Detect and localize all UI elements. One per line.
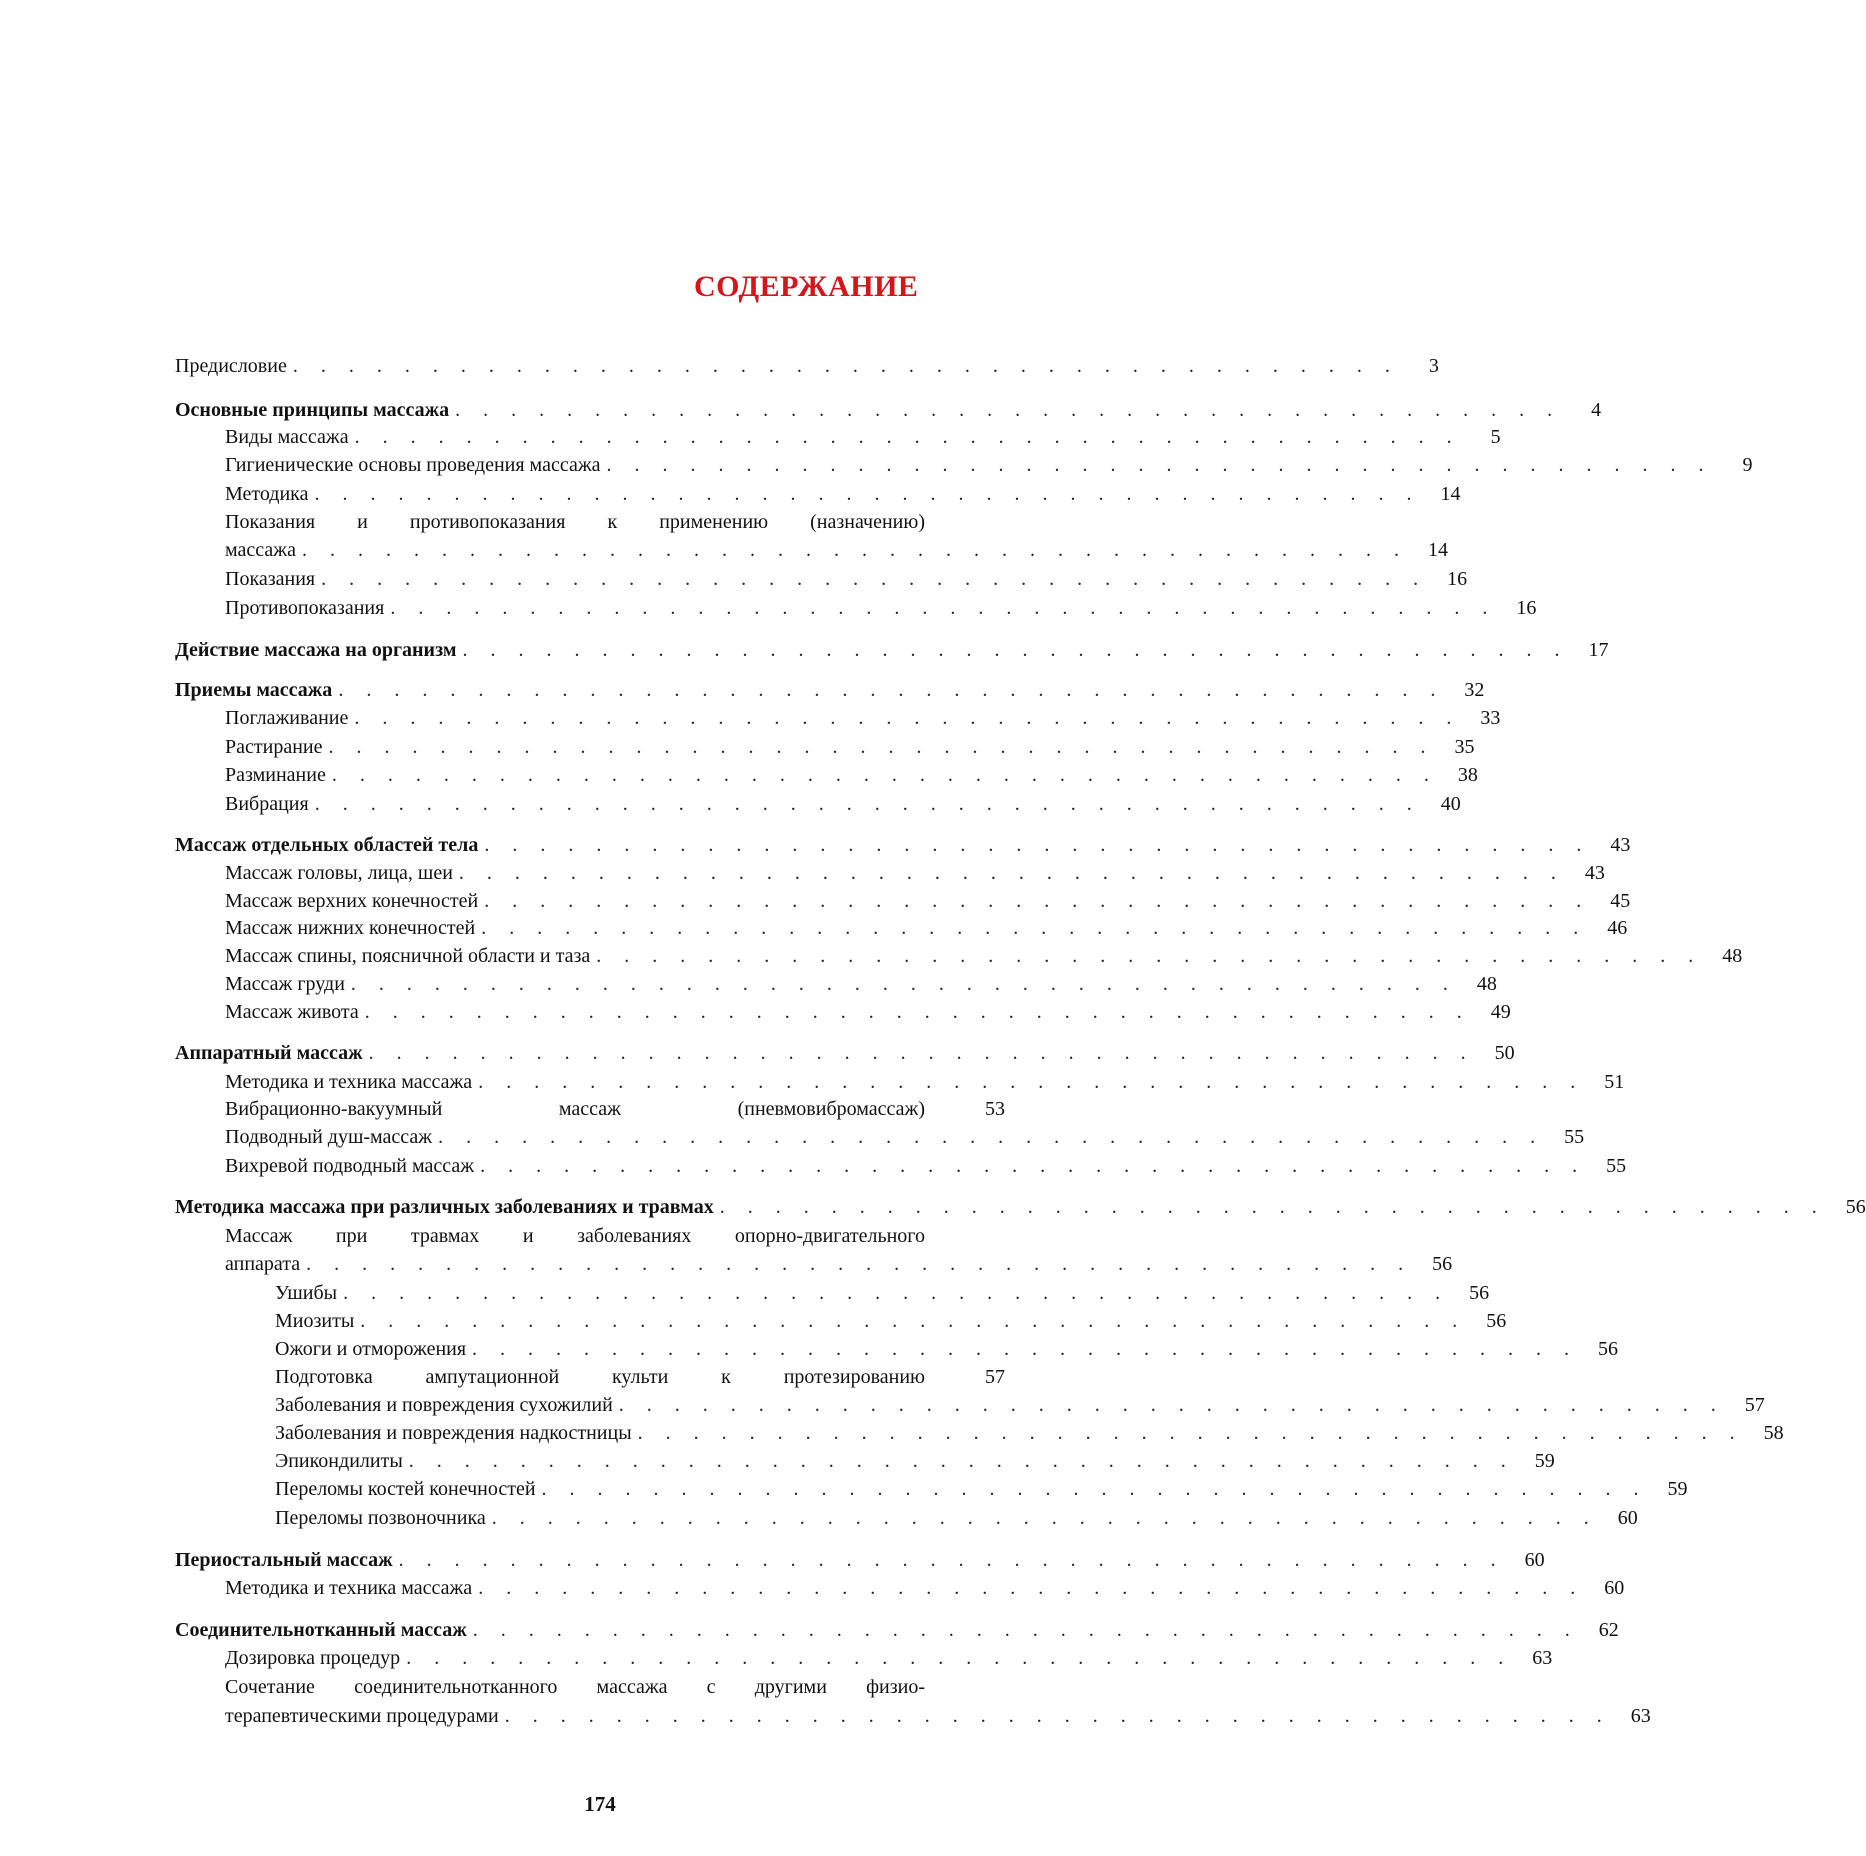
toc-entry-label: Заболевания и повреждения надкостницы	[275, 1422, 632, 1444]
dot-leader: . . . . . . . . . . . . . . . . . . . . . . . . . . . . . . . . . . . . . . . .	[637, 1422, 1744, 1444]
toc-entry-label: Массаж отдельных областей тела	[175, 834, 479, 856]
dot-leader: . . . . . . . . . . . . . . . . . . . . . . . . . . . . . . . . . . . . . . . .	[472, 1338, 1579, 1360]
toc-entry	[225, 1249, 1453, 1279]
toc-page-number: 9	[1742, 454, 1753, 476]
toc-entry-label: массажа	[225, 539, 296, 561]
dot-leader: . . . . . . . . . . . . . . . . . . . . . . . . . . . . . . . . . . . . . . . .	[306, 1253, 1413, 1275]
toc-page-number: 48	[1722, 945, 1743, 967]
toc-page-number: 14	[1440, 483, 1461, 505]
dot-leader: . . . . . . . . . . . . . . . . . . . . . . . . . . . . . . . . . . . . . . . .	[398, 1549, 1505, 1571]
toc-entry-label: Разминание	[225, 764, 326, 786]
toc-entry	[225, 941, 1743, 971]
toc-page-number: 55	[1564, 1126, 1585, 1148]
toc-page-number: 57	[1744, 1394, 1765, 1416]
toc-entry-label: Вибрационно-вакуумный массаж (пневмовибромассаж)	[225, 1098, 925, 1120]
dot-leader: . . . . . . . . . . . . . . . . . . . . . . . . . . . . . . . . . . . . . . . .	[354, 426, 1461, 448]
dot-leader: . . . . . . . . . . . . . . . . . . . . . . . . . . . . . . . . . . . . . . . .	[408, 1450, 1515, 1472]
toc-entry-label: Предисловие	[175, 355, 287, 377]
toc-entry-label: Массаж спины, поясничной области и таза	[225, 945, 591, 967]
dot-leader: . . . . . . . . . . . . . . . . . . . . . . . . . . . . . . . . . . . . . . . .	[472, 1619, 1579, 1641]
toc-entry	[275, 1503, 1638, 1533]
page-number: 174	[584, 1792, 616, 1816]
toc-page-number: 3	[1428, 355, 1439, 377]
dot-leader: . . . . . . . . . . . . . . . . . . . . . . . . . . . . . . . . . . . . . . . .	[438, 1126, 1545, 1148]
dot-leader: . . . . . . . . . . . . . . . . . . . . . . . . . . . . . . . . . . . . . . . .	[484, 890, 1591, 912]
toc-page-number: 56	[1598, 1338, 1619, 1360]
toc-entry-label: Приемы массажа	[175, 679, 333, 701]
toc-entry	[225, 997, 1511, 1027]
toc-entry	[275, 1446, 1555, 1476]
toc-page-number: 58	[1763, 1422, 1784, 1444]
dot-leader: . . . . . . . . . . . . . . . . . . . . . . . . . . . . . . . . . . . . . . . .	[478, 1071, 1585, 1093]
toc-entry	[275, 1306, 1507, 1336]
toc-entry-label: Поглаживание	[225, 707, 349, 729]
toc-entry	[225, 1067, 1625, 1097]
toc-entry	[225, 1094, 1005, 1124]
toc-entry	[225, 969, 1497, 999]
dot-leader: . . . . . . . . . . . . . . . . . . . . . . . . . . . . . . . . . . . . . . . .	[484, 834, 1591, 856]
toc-page-number: 55	[1606, 1155, 1627, 1177]
toc-entry	[225, 858, 1605, 888]
toc-entry	[225, 1573, 1625, 1603]
dot-leader: . . . . . . . . . . . . . . . . . . . . . . . . . . . . . . . . . . . . . . . .	[368, 1042, 1475, 1064]
dot-leader: . . . . . . . . . . . . . . . . . . . . . . . . . . . . . . . . . . . . . . . .	[480, 1155, 1587, 1177]
toc-page-number: 56	[1469, 1282, 1490, 1304]
toc-entry-label: Массаж груди	[225, 973, 345, 995]
toc-entry	[225, 535, 1448, 565]
dot-leader: . . . . . . . . . . . . . . . . . . . . . . . . . . . . . . . . . . . . . . . .	[364, 1001, 1471, 1023]
toc-entry-label: Виды массажа	[225, 426, 349, 448]
toc-entry	[225, 913, 1628, 943]
dot-leader: . . . . . . . . . . . . . . . . . . . . . . . . . . . . . . . . . . . . . . . .	[360, 1310, 1467, 1332]
dot-leader: . . . . . . . . . . . . . . . . . . . . . . . . . . . . . . . . . . . . . . . .	[719, 1196, 1826, 1218]
toc-entry-label: Противопоказания	[225, 597, 385, 619]
dot-leader: . . . . . . . . . . . . . . . . . . . . . . . . . . . . . . . . . . . . . . . .	[328, 736, 1435, 758]
toc-entry	[225, 1122, 1585, 1152]
toc-entry	[225, 564, 1468, 594]
toc-entry-section	[175, 675, 1485, 705]
dot-leader: . . . . . . . . . . . . . . . . . . . . . . . . . . . . . . . . . . . . . . . .	[331, 764, 1438, 786]
toc-entry	[225, 886, 1631, 916]
toc-entry	[225, 703, 1501, 733]
toc-entry-label: Заболевания и повреждения сухожилий	[275, 1394, 613, 1416]
dot-leader: . . . . . . . . . . . . . . . . . . . . . . . . . . . . . . . . . . . . . . . .	[481, 917, 1588, 939]
toc-entry-label: Методика и техника массажа	[225, 1577, 473, 1599]
toc-entry-label: терапевтическими процедурами	[225, 1705, 499, 1727]
toc-entry-label-line: Сочетание соединительнотканного массажа с другими физио-	[225, 1676, 925, 1698]
toc-page-number: 57	[985, 1366, 1005, 1388]
toc-page-number: 59	[1667, 1478, 1688, 1500]
toc-page-number: 33	[1480, 707, 1501, 729]
toc-entry-label: Массаж нижних конечностей	[225, 917, 476, 939]
toc-page-number: 35	[1454, 736, 1475, 758]
toc-page-number: 14	[1427, 539, 1448, 561]
toc-entry-label: Вибрация	[225, 793, 309, 815]
toc-entry-label: Переломы позвоночника	[275, 1507, 486, 1529]
toc-entry	[275, 1278, 1490, 1308]
dot-leader: . . . . . . . . . . . . . . . . . . . . . . . . . . . . . . . . . . . . . . . .	[354, 707, 1461, 729]
toc-entry	[225, 593, 1537, 623]
toc-entry	[275, 1334, 1619, 1364]
dot-leader: . . . . . . . . . . . . . . . . . . . . . . . . . . . . . . . . . . . . . . . .	[504, 1705, 1611, 1727]
dot-leader: . . . . . . . . . . . . . . . . . . . . . . . . . . . . . . . . . . . . . . . .	[338, 679, 1445, 701]
toc-entry-label: Вихревой подводный массаж	[225, 1155, 475, 1177]
toc-entry-label-line: Массаж при травмах и заболеваниях опорно-двигательного	[225, 1225, 925, 1247]
toc-entry-label: Переломы костей конечностей	[275, 1478, 536, 1500]
toc-page-number: 62	[1598, 1619, 1619, 1641]
toc-entry-label: Массаж головы, лица, шеи	[225, 862, 453, 884]
toc-entry-preface	[175, 351, 1439, 381]
toc-entry	[225, 1643, 1553, 1673]
toc-entry-section	[175, 1545, 1545, 1575]
toc-entry-label: Миозиты	[275, 1310, 355, 1332]
toc-entry-label: Ожоги и отморожения	[275, 1338, 467, 1360]
dot-leader: . . . . . . . . . . . . . . . . . . . . . . . . . . . . . . . . . . . . . . . .	[406, 1647, 1513, 1669]
toc-page-number: 60	[1524, 1549, 1545, 1571]
dot-leader: . . . . . . . . . . . . . . . . . . . . . . . . . . . . . . . . . . . . . . . .	[491, 1507, 1598, 1529]
toc-entry	[225, 1151, 1627, 1181]
toc-entry-label: Ушибы	[275, 1282, 338, 1304]
toc-page-number: 4	[1591, 399, 1602, 421]
toc-page-number: 40	[1440, 793, 1461, 815]
toc-entry-section	[175, 1615, 1619, 1645]
toc-entry-label: Периостальный массаж	[175, 1549, 393, 1571]
toc-page-number: 49	[1490, 1001, 1511, 1023]
toc-entry	[225, 732, 1475, 762]
dot-leader: . . . . . . . . . . . . . . . . . . . . . . . . . . . . . . . . . . . . . . . .	[343, 1282, 1450, 1304]
toc-entry	[275, 1362, 1005, 1392]
toc-entry-label: Гигиенические основы проведения массажа	[225, 454, 601, 476]
toc-page-number: 38	[1457, 764, 1478, 786]
toc-entry	[275, 1390, 1765, 1420]
toc-entry	[225, 1701, 1651, 1731]
toc-entry-label: Аппаратный массаж	[175, 1042, 363, 1064]
dot-leader: . . . . . . . . . . . . . . . . . . . . . . . . . . . . . . . . . . . . . . . .	[314, 483, 1421, 505]
toc-page-number: 48	[1476, 973, 1497, 995]
toc-entry-section	[175, 1038, 1515, 1068]
toc-page-number: 5	[1490, 426, 1501, 448]
dot-leader: . . . . . . . . . . . . . . . . . . . . . . . . . . . . . . . . . . . . . . . .	[462, 639, 1569, 661]
dot-leader: . . . . . . . . . . . . . . . . . . . . . . . . . . . . . . . . . . . . . . . .	[321, 568, 1428, 590]
toc-entry-label: Дозировка процедур	[225, 1647, 401, 1669]
dot-leader: . . . . . . . . . . . . . . . . . . . . . . . . . . . . . . . . . . . . . . . .	[292, 355, 1399, 377]
toc-page-number: 53	[985, 1098, 1005, 1120]
dot-leader: . . . . . . . . . . . . . . . . . . . . . . . . . . . . . . . . . . . . . . . .	[618, 1394, 1725, 1416]
toc-page-number: 45	[1610, 890, 1631, 912]
toc-entry-label: аппарата	[225, 1253, 301, 1275]
toc-entry-label-line: Показания и противопоказания к применению (назначению)	[225, 511, 925, 533]
toc-page-number: 17	[1588, 639, 1609, 661]
toc-entry-label: Подготовка ампутационной культи к протезированию	[275, 1366, 925, 1388]
dot-leader: . . . . . . . . . . . . . . . . . . . . . . . . . . . . . . . . . . . . . . . .	[606, 454, 1713, 476]
toc-entry	[225, 789, 1461, 819]
dot-leader: . . . . . . . . . . . . . . . . . . . . . . . . . . . . . . . . . . . . . . . .	[390, 597, 1497, 619]
toc-entry-label: Массаж верхних конечностей	[225, 890, 479, 912]
toc-page-number: 56	[1432, 1253, 1453, 1275]
toc-entry-label: Эпикондилиты	[275, 1450, 403, 1472]
toc-page-number: 60	[1617, 1507, 1638, 1529]
toc-entry	[275, 1418, 1784, 1448]
toc-page-number: 43	[1610, 834, 1631, 856]
dot-leader: . . . . . . . . . . . . . . . . . . . . . . . . . . . . . . . . . . . . . . . .	[350, 973, 1457, 995]
toc-entry-section	[175, 635, 1609, 665]
dot-leader: . . . . . . . . . . . . . . . . . . . . . . . . . . . . . . . . . . . . . . . .	[455, 399, 1562, 421]
dot-leader: . . . . . . . . . . . . . . . . . . . . . . . . . . . . . . . . . . . . . . . .	[458, 862, 1565, 884]
toc-page-number: 56	[1486, 1310, 1507, 1332]
toc-page-number: 46	[1607, 917, 1628, 939]
toc-page-number: 16	[1447, 568, 1468, 590]
toc-entry-label: Методика и техника массажа	[225, 1071, 473, 1093]
toc-entry-label: Показания	[225, 568, 316, 590]
toc-entry	[225, 422, 1501, 452]
dot-leader: . . . . . . . . . . . . . . . . . . . . . . . . . . . . . . . . . . . . . . . .	[314, 793, 1421, 815]
dot-leader: . . . . . . . . . . . . . . . . . . . . . . . . . . . . . . . . . . . . . . . .	[596, 945, 1703, 967]
toc-entry-label: Методика массажа при различных заболеваниях и травмах	[175, 1196, 714, 1218]
toc-page-number: 63	[1532, 1647, 1553, 1669]
toc-page-number: 16	[1516, 597, 1537, 619]
toc-page-number: 63	[1630, 1705, 1651, 1727]
toc-page-number: 51	[1604, 1071, 1625, 1093]
toc-page-number: 50	[1494, 1042, 1515, 1064]
toc-entry	[225, 760, 1478, 790]
toc-page-number: 43	[1584, 862, 1605, 884]
toc-entry-label: Методика	[225, 483, 309, 505]
page-title: СОДЕРЖАНИЕ	[694, 270, 919, 303]
toc-entry-section	[175, 1192, 1866, 1222]
toc-entry-label: Основные принципы массажа	[175, 399, 450, 421]
toc-entry-label: Действие массажа на организм	[175, 639, 457, 661]
toc-page-number: 60	[1604, 1577, 1625, 1599]
toc-entry	[275, 1474, 1688, 1504]
dot-leader: . . . . . . . . . . . . . . . . . . . . . . . . . . . . . . . . . . . . . . . .	[301, 539, 1408, 561]
toc-entry-section	[175, 395, 1602, 425]
toc-page-number: 59	[1534, 1450, 1555, 1472]
dot-leader: . . . . . . . . . . . . . . . . . . . . . . . . . . . . . . . . . . . . . . . .	[478, 1577, 1585, 1599]
dot-leader: . . . . . . . . . . . . . . . . . . . . . . . . . . . . . . . . . . . . . . . .	[541, 1478, 1648, 1500]
toc-entry	[225, 479, 1461, 509]
toc-entry	[225, 450, 1753, 480]
toc-entry-label: Подводный душ-массаж	[225, 1126, 433, 1148]
toc-entry-label: Массаж живота	[225, 1001, 359, 1023]
toc-entry-label: Растирание	[225, 736, 323, 758]
toc-entry-label: Соединительнотканный массаж	[175, 1619, 467, 1641]
toc-page-number: 56	[1845, 1196, 1866, 1218]
toc-entry-section	[175, 830, 1631, 860]
toc-page-number: 32	[1464, 679, 1485, 701]
